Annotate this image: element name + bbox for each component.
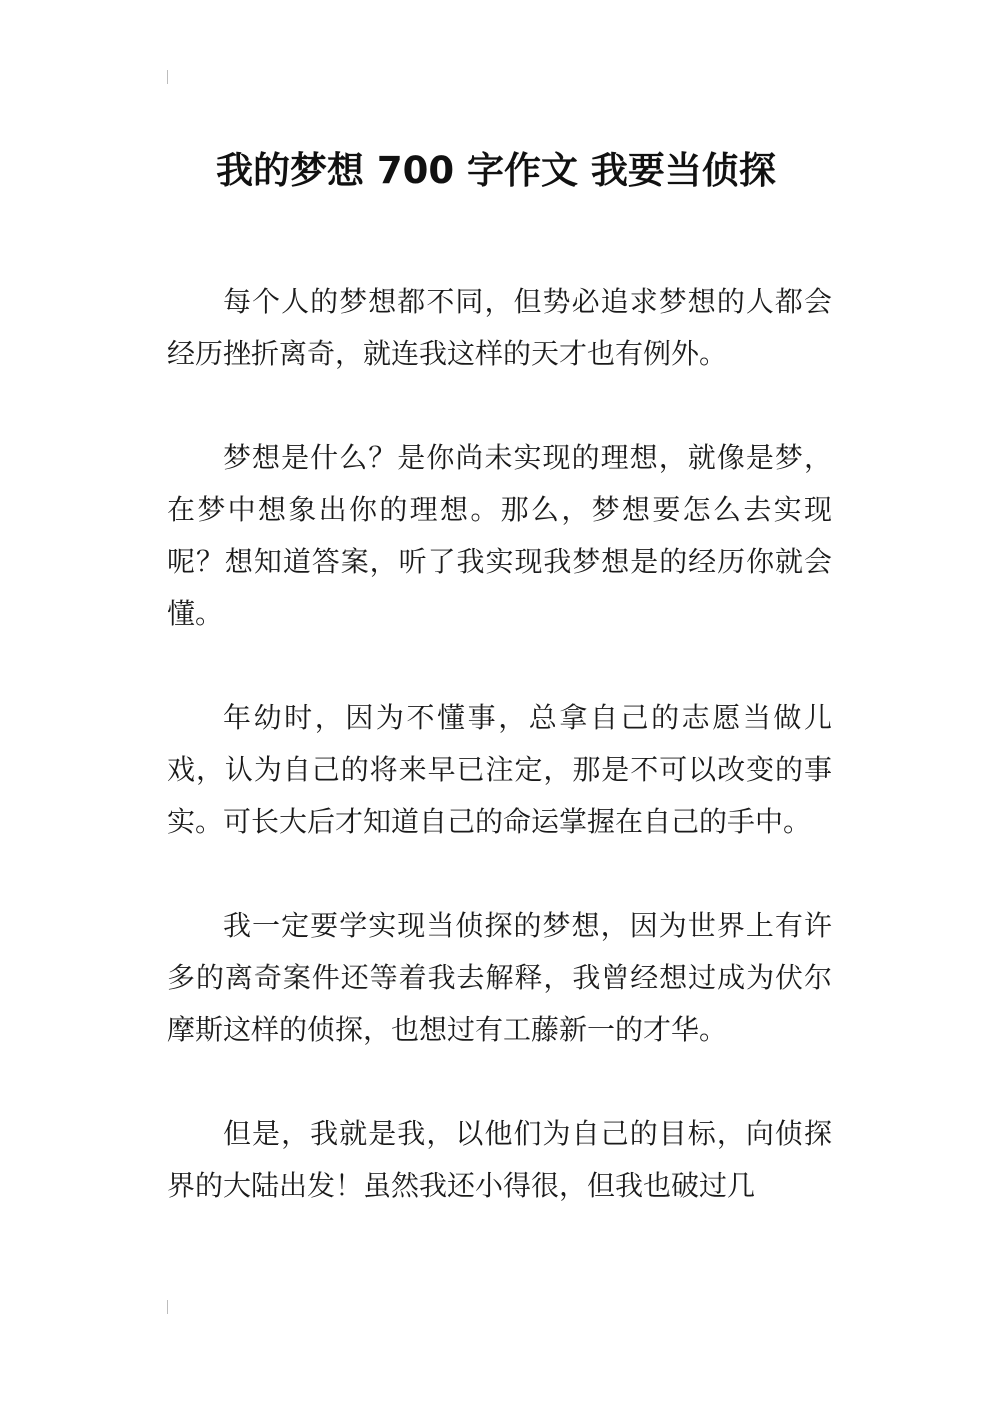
document-title: 我的梦想 700 字作文 我要当侦探 bbox=[216, 148, 776, 192]
paragraph-4: 我一定要学实现当侦探的梦想，因为世界上有许多的离奇案件还等着我去解释，我曾经想过成为伏尔摩斯这样的侦探，也想过有工藤新一的才华。 bbox=[167, 909, 832, 1046]
document-body bbox=[167, 276, 832, 1264]
page-corner-mark-top bbox=[167, 70, 168, 84]
paragraph-2: 梦想是什么？是你尚未实现的理想，就像是梦，在梦中想象出你的理想。那么，梦想要怎么去实现呢？想知道答案，听了我实现我梦想是的经历你就会懂。 bbox=[167, 441, 832, 630]
paragraph-1: 每个人的梦想都不同，但势必追求梦想的人都会经历挫折离奇，就连我这样的天才也有例外。 bbox=[167, 285, 832, 370]
paragraph-5: 但是，我就是我，以他们为自己的目标，向侦探界的大陆出发！虽然我还小得很，但我也破过几 bbox=[167, 1117, 832, 1202]
paragraph-3: 年幼时，因为不懂事，总拿自己的志愿当做儿戏，认为自己的将来早已注定，那是不可以改变的事实。可长大后才知道自己的命运掌握在自己的手中。 bbox=[167, 701, 832, 838]
page-corner-mark-bottom bbox=[167, 1300, 168, 1314]
